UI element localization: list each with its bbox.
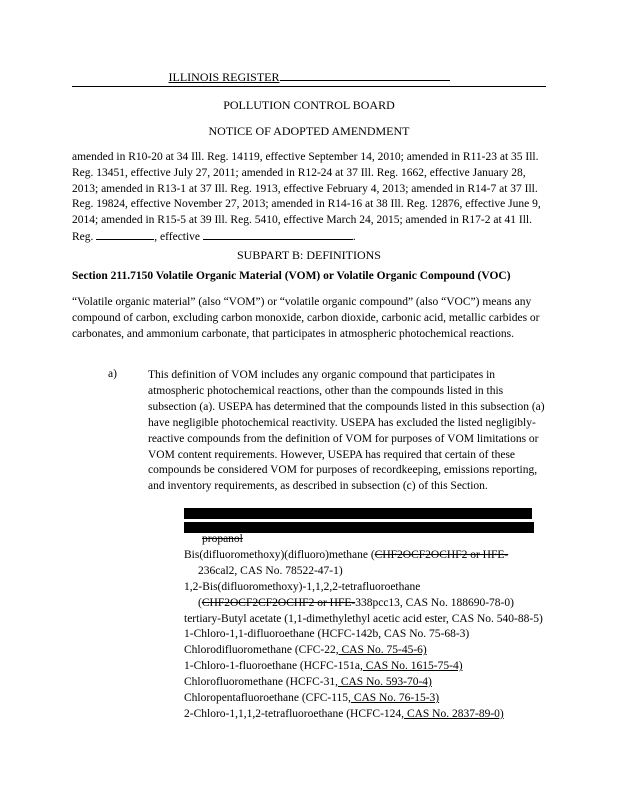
section-title: Section 211.7150 Volatile Organic Material (VOM) or Volatile Organic Compound (VOC) xyxy=(72,270,511,282)
definition-paragraph: “Volatile organic material” (also “VOM”) or “volatile organic compound” (also “VOC”) means any compound of carbon, excluding carbon monoxide, carbon dioxide, carbonic acid, metallic carbides or carbonates, and ammonium carbonate, that participates in atmospheric photochemical reactions. xyxy=(72,296,540,340)
list-item: Chlorofluoromethane (HCFC-31, CAS No. 593-70-4) xyxy=(184,676,432,689)
amendment-history xyxy=(72,150,548,246)
list-item: Bis(difluoromethoxy)(difluoro)methane (CHF2OCF2OCHF2 or HFE- 236cal2, CAS No. 78522-47-1) xyxy=(184,548,509,577)
list-item: 2-Chloro-1,1,1,2-tetrafluoroethane (HCFC-124, CAS No. 2837-89-0) xyxy=(184,707,504,720)
effective-date-blank xyxy=(203,229,353,240)
history-text: amended in R10-20 at 34 Ill. Reg. 14119, effective September 14, 2010; amended in R11-23 at 35 Ill. Reg. 13451, effective July 27, 2011; amended in R12-24 at 37 Ill. Reg. 1662, effective January 28, 2013; amended in R13-1 at 37 Ill. Reg. 1913, effective February 4, 2013; amended in R14-7 at 37 Ill. Reg. 19824, effective November 27, 2013; amended in R14-16 at 38 Ill. Reg. 12876, effective June 9, 2014; amended in R15-5 at 39 Ill. Reg. 5410, effective March 24, 2015; amended in R17-2 at 41 Ill. Reg. xyxy=(72,151,541,243)
register-blank xyxy=(96,229,154,240)
list-item: 1,2-Bis(difluoromethoxy)-1,1,2,2-tetrafluoroethane (CHF2OCF2CF2OCHF2 or HFE-338pcc13, CAS No. 188690-78-0) xyxy=(184,580,514,609)
board-title: POLLUTION CONTROL BOARD xyxy=(223,98,395,112)
header-rule xyxy=(72,86,546,87)
list-item: Chlorodifluoromethane (CFC-22, CAS No. 75-45-6) xyxy=(184,644,427,657)
list-item: 1-Chloro-1,1-difluoroethane (HCFC-142b, CAS No. 75-68-3) xyxy=(184,628,470,641)
effective-word: , effective xyxy=(154,230,201,243)
history-end: . xyxy=(352,230,356,243)
subsection-a-text: This definition of VOM includes any organic compound that participates in atmospheric photochemical reactions, other than the compounds listed in this subsection (a). USEPA has determined that the compounds listed in this subsection (a) have negligible photochemical reactivity. USEPA has excluded the listed negligibly-reactive compounds from the definition of VOM for purposes of VOM limitations or VOM content requirements. However, USEPA has required that certain of these compounds be considered VOM for purposes of recordkeeping, emissions reporting, and inventory requirements, as described in subsection (c) of this Section. xyxy=(148,369,545,493)
list-item: propanol xyxy=(202,533,243,545)
register-header xyxy=(0,70,618,85)
exempt-compound-list xyxy=(184,508,548,723)
subsection-a-label: a) xyxy=(108,368,117,380)
register-title: ILLINOIS REGISTER xyxy=(168,70,280,84)
notice-title: NOTICE OF ADOPTED AMENDMENT xyxy=(208,124,410,138)
register-underline xyxy=(280,71,450,81)
list-item: Chloropentafluoroethane (CFC-115, CAS No. 76-15-3) xyxy=(184,692,440,705)
redacted-line xyxy=(184,508,532,519)
subpart-heading: SUBPART B: DEFINITIONS xyxy=(237,248,381,262)
list-item: 1-Chloro-1-fluoroethane (HCFC-151a, CAS No. 1615-75-4) xyxy=(184,660,463,673)
list-item: tertiary-Butyl acetate (1,1-dimethylethyl acetic acid ester, CAS No. 540-88-5) xyxy=(184,612,543,625)
